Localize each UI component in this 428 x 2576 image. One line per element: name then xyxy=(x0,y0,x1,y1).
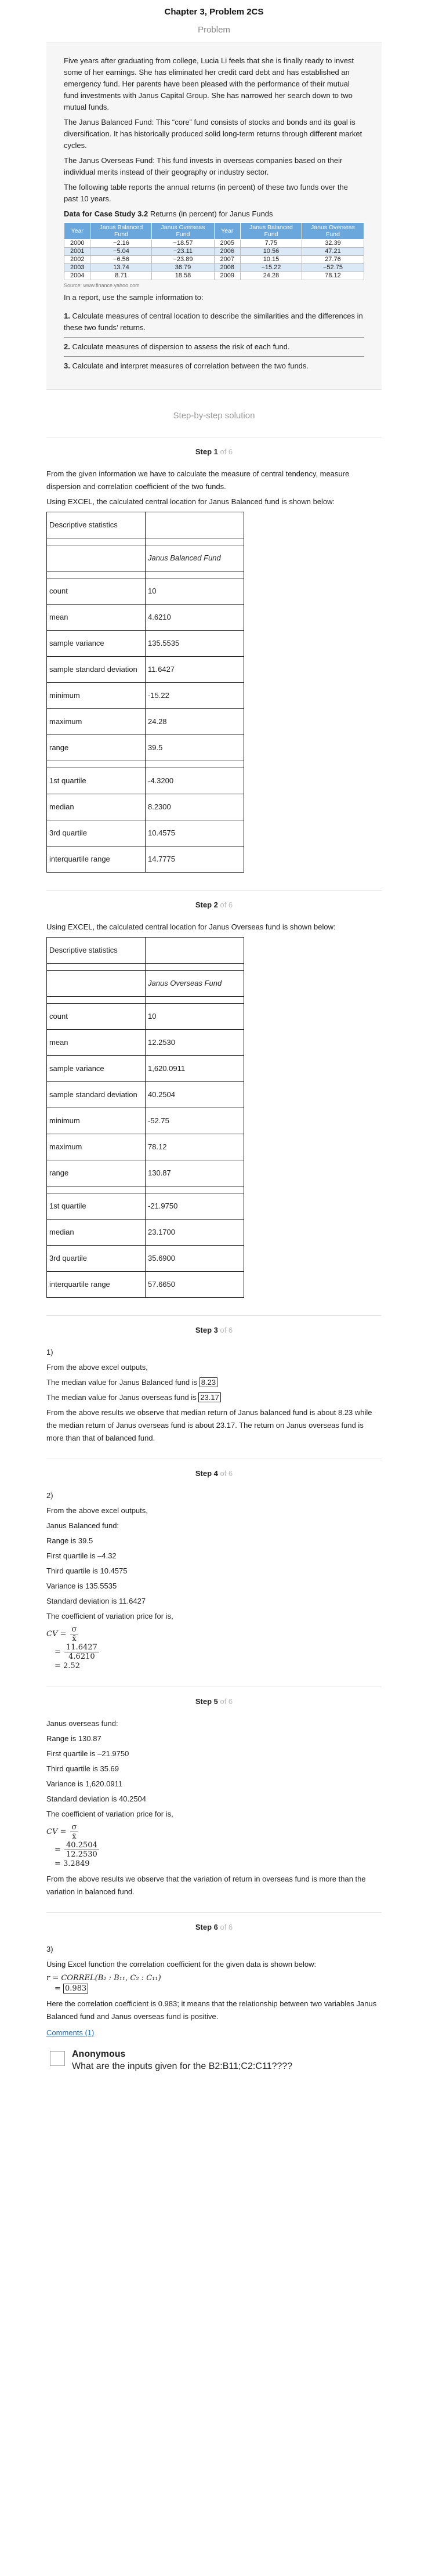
step-text: From the above results we observe that the variation of return in overseas fund is more than the variation in balanced fund. xyxy=(46,1875,366,1896)
step-title xyxy=(46,1695,382,1708)
stat-value: -52.75 xyxy=(146,1108,244,1134)
text-segment: The median value for Janus overseas fund is xyxy=(46,1393,199,1402)
cell: −18.57 xyxy=(152,240,214,248)
comment-text: What are the inputs given for the B2:B11;C2:C11???? xyxy=(72,2061,293,2071)
step-label: Step 2 xyxy=(195,900,218,909)
task-text: Calculate measures of dispersion to assess the risk of each fund. xyxy=(70,342,290,351)
problem-statement xyxy=(46,42,382,390)
cell xyxy=(146,512,244,538)
correl-formula: r = CORREL(B₂ : B₁₁, C₂ : C₁₁) = 0.983 xyxy=(46,1974,161,1993)
step-label: Step 4 xyxy=(195,1469,218,1478)
stat-label: interquartile range xyxy=(47,1272,146,1298)
step-text xyxy=(46,1391,382,1404)
step-text: Here the correlation coefficient is 0.983; it means that the relationship between two variables Janus Balanced fund and Janus overseas fund is positive. xyxy=(46,1999,377,2021)
cell xyxy=(47,997,146,1004)
stat-label: mean xyxy=(47,1030,146,1056)
comment-author: Anonymous xyxy=(72,2049,126,2059)
xbar-symbol: x̄ xyxy=(72,1634,77,1643)
stat-label: sample standard deviation xyxy=(47,1082,146,1108)
stat-value: 1,620.0911 xyxy=(146,1056,244,1082)
cv-denominator: 12.2530 xyxy=(66,1850,97,1859)
page-title: Chapter 3, Problem 2CS xyxy=(164,7,264,17)
stat-value: 130.87 xyxy=(146,1160,244,1186)
step-text xyxy=(46,1376,382,1389)
stat-value: -4.3200 xyxy=(146,768,244,794)
part-number: 2) xyxy=(46,1491,53,1500)
cell xyxy=(47,1186,146,1193)
step-text: Variance is 1,620.0911 xyxy=(46,1779,123,1788)
stat-value: 35.6900 xyxy=(146,1246,244,1272)
task-item xyxy=(64,338,364,357)
cell: 24.28 xyxy=(240,272,302,280)
cell: 2008 xyxy=(214,264,240,272)
cell: −5.04 xyxy=(90,248,152,256)
cell xyxy=(146,938,244,964)
stat-label: count xyxy=(47,1004,146,1030)
cell: −52.75 xyxy=(302,264,364,272)
task-text: Calculate measures of central location to describe the similarities and the differences in these two funds’ returns. xyxy=(64,312,363,332)
step-text: Range is 130.87 xyxy=(46,1734,101,1743)
step-count: of 6 xyxy=(217,900,233,909)
cell xyxy=(47,971,146,997)
cell: 2001 xyxy=(64,248,90,256)
step-title xyxy=(46,1467,382,1480)
cv-symbol: CV xyxy=(46,1828,58,1836)
table-row xyxy=(64,240,364,248)
problem-paragraph: The following table reports the annual returns (in percent) of these two funds over the past 10 years. xyxy=(64,183,348,203)
step-label: Step 1 xyxy=(195,447,218,456)
column-header: Janus Overseas Fund xyxy=(146,971,244,997)
stat-label: count xyxy=(47,578,146,605)
cell: −23.89 xyxy=(152,256,214,264)
stat-label: sample variance xyxy=(47,631,146,657)
step-3 xyxy=(46,1315,382,1459)
col-year: Year xyxy=(214,223,240,240)
boxed-value: 23.17 xyxy=(198,1392,221,1402)
stat-label: sample variance xyxy=(47,1056,146,1082)
cell: 2005 xyxy=(214,240,240,248)
correl-expression: r = CORREL(B₂ : B₁₁, C₂ : C₁₁) xyxy=(46,1974,161,1982)
cell: 10.56 xyxy=(240,248,302,256)
stat-label: interquartile range xyxy=(47,846,146,873)
step-text: The coefficient of variation price for is, xyxy=(46,1810,173,1818)
table-row xyxy=(64,272,364,280)
stat-value: 135.5535 xyxy=(146,631,244,657)
stat-value: 12.2530 xyxy=(146,1030,244,1056)
stat-label: maximum xyxy=(47,709,146,735)
step-text: Standard deviation is 11.6427 xyxy=(46,1597,146,1605)
avatar xyxy=(50,2051,65,2066)
stat-label: 1st quartile xyxy=(47,768,146,794)
col-balanced: Janus Balanced Fund xyxy=(90,223,152,240)
cell: 2006 xyxy=(214,248,240,256)
stat-label: 3rd quartile xyxy=(47,820,146,846)
problem-paragraph: The Janus Balanced Fund: This “core” fund consists of stocks and bonds and its goal is diversification. It has historically produced solid long-term returns through different market cycles. xyxy=(64,118,362,150)
stat-value: 10 xyxy=(146,1004,244,1030)
cell: −23.11 xyxy=(152,248,214,256)
cv-formula: CV = $\frac{\sigma}{x̄}$ = $\frac{40.2504}{12.2530}$ = 3.2849 xyxy=(46,1823,382,1869)
stat-value: 14.7775 xyxy=(146,846,244,873)
case-study-title: Data for Case Study 3.2 xyxy=(64,209,148,218)
stat-label: minimum xyxy=(47,683,146,709)
stat-value: 24.28 xyxy=(146,709,244,735)
cell: 7.75 xyxy=(240,240,302,248)
cv-numerator: 40.2504 xyxy=(64,1841,99,1850)
returns-table xyxy=(64,222,364,280)
task-number: 2. xyxy=(64,342,70,351)
table-row xyxy=(64,256,364,264)
sigma-symbol: σ xyxy=(70,1625,79,1634)
step-text: From the above excel outputs, xyxy=(46,1363,148,1372)
step-2 xyxy=(46,890,382,1315)
task-item xyxy=(64,357,364,375)
cell: 18.58 xyxy=(152,272,214,280)
stat-value: 10.4575 xyxy=(146,820,244,846)
stat-value: -15.22 xyxy=(146,683,244,709)
cell: −6.56 xyxy=(90,256,152,264)
text-segment: The median value for Janus Balanced fund is xyxy=(46,1378,200,1387)
step-text: From the given information we have to calculate the measure of central tendency, measure dispersion and correlation coefficient of the two funds. xyxy=(46,469,350,491)
cell xyxy=(47,571,146,578)
table-source: Source: www.finance.yahoo.com xyxy=(64,283,140,288)
step-title xyxy=(46,446,382,458)
descriptive-stats-table xyxy=(46,937,244,1298)
step-text: The coefficient of variation price for is, xyxy=(46,1612,173,1620)
stat-value: 4.6210 xyxy=(146,605,244,631)
part-number: 3) xyxy=(46,1945,53,1953)
boxed-value: 8.23 xyxy=(200,1377,217,1387)
step-text: Using EXCEL, the calculated central location for Janus Balanced fund is shown below: xyxy=(46,497,335,506)
stat-label: mean xyxy=(47,605,146,631)
cell xyxy=(146,538,244,545)
column-header: Janus Balanced Fund xyxy=(146,545,244,571)
solution-heading: Step-by-step solution xyxy=(173,411,255,421)
step-count: of 6 xyxy=(217,1469,233,1478)
cell xyxy=(47,761,146,768)
cell: 2003 xyxy=(64,264,90,272)
cell: −2.16 xyxy=(90,240,152,248)
step-label: Step 3 xyxy=(195,1326,218,1334)
step-text: Third quartile is 10.4575 xyxy=(46,1566,128,1575)
cell: 2009 xyxy=(214,272,240,280)
step-text: Variance is 135.5535 xyxy=(46,1582,117,1590)
task-number: 1. xyxy=(64,312,70,320)
cv-symbol: CV xyxy=(46,1630,58,1638)
cell: 2004 xyxy=(64,272,90,280)
col-year: Year xyxy=(64,223,90,240)
stat-label: 1st quartile xyxy=(47,1193,146,1220)
cell: 13.74 xyxy=(90,264,152,272)
stat-label: minimum xyxy=(47,1108,146,1134)
xbar-symbol: x̄ xyxy=(72,1832,77,1841)
task-item xyxy=(64,307,364,338)
cell: 2000 xyxy=(64,240,90,248)
table-row xyxy=(64,264,364,272)
step-4 xyxy=(46,1459,382,1687)
step-text: Janus overseas fund: xyxy=(46,1719,118,1728)
cell: 27.76 xyxy=(302,256,364,264)
problem-paragraph: The Janus Overseas Fund: This fund invests in overseas companies based on their individual merits instead of their geography or industry sector. xyxy=(64,156,343,176)
cell xyxy=(146,761,244,768)
cell: 10.15 xyxy=(240,256,302,264)
correl-result: 0.983 xyxy=(63,1984,88,1993)
cell: 36.79 xyxy=(152,264,214,272)
comment-item xyxy=(50,2049,382,2073)
table-title: Descriptive statistics xyxy=(47,512,146,538)
stat-value: 40.2504 xyxy=(146,1082,244,1108)
cell xyxy=(146,571,244,578)
step-title xyxy=(46,899,382,911)
col-balanced: Janus Balanced Fund xyxy=(240,223,302,240)
stat-label: range xyxy=(47,1160,146,1186)
step-text: Third quartile is 35.69 xyxy=(46,1764,119,1773)
step-text: First quartile is –4.32 xyxy=(46,1551,117,1560)
stat-value: 23.1700 xyxy=(146,1220,244,1246)
cell xyxy=(47,545,146,571)
descriptive-stats-table xyxy=(46,512,244,873)
step-label: Step 6 xyxy=(195,1923,218,1931)
comments-link[interactable]: Comments (1) xyxy=(46,2028,95,2037)
cell: 2002 xyxy=(64,256,90,264)
cv-numerator: 11.6427 xyxy=(64,1643,99,1652)
cell xyxy=(47,538,146,545)
cell xyxy=(146,997,244,1004)
cell: −15.22 xyxy=(240,264,302,272)
step-1 xyxy=(46,437,382,890)
part-number: 1) xyxy=(46,1348,53,1356)
step-text: From the above results we observe that median return of Janus balanced fund is about 8.23 while the median return of Janus overseas fund is about 23.17. The return on Janus overseas fund is more than that of balanced fund. xyxy=(46,1408,372,1442)
stat-label: sample standard deviation xyxy=(47,657,146,683)
stat-value: -21.9750 xyxy=(146,1193,244,1220)
step-count: of 6 xyxy=(217,447,233,456)
cell: 47.21 xyxy=(302,248,364,256)
case-study-caption xyxy=(64,208,364,220)
comments-section xyxy=(46,2027,382,2073)
cv-result: 2.52 xyxy=(63,1662,80,1670)
step-title xyxy=(46,1921,382,1934)
cv-denominator: 4.6210 xyxy=(68,1652,95,1661)
stat-value: 39.5 xyxy=(146,735,244,761)
stat-value: 8.2300 xyxy=(146,794,244,820)
stat-label: median xyxy=(47,794,146,820)
task-text: Calculate and interpret measures of correlation between the two funds. xyxy=(70,361,309,370)
cell: 32.39 xyxy=(302,240,364,248)
case-study-subtitle: Returns (in percent) for Janus Funds xyxy=(148,209,273,218)
stat-value: 11.6427 xyxy=(146,657,244,683)
problem-heading: Problem xyxy=(198,25,230,35)
step-text: From the above excel outputs, xyxy=(46,1506,148,1515)
cell xyxy=(146,1186,244,1193)
step-label: Step 5 xyxy=(195,1697,218,1706)
step-text: First quartile is –21.9750 xyxy=(46,1749,129,1758)
cell xyxy=(146,964,244,971)
comment-body xyxy=(72,2049,292,2073)
stat-label: 3rd quartile xyxy=(47,1246,146,1272)
stat-value: 57.6650 xyxy=(146,1272,244,1298)
step-text: Standard deviation is 40.2504 xyxy=(46,1794,147,1803)
cell xyxy=(47,964,146,971)
stat-label: maximum xyxy=(47,1134,146,1160)
stat-value: 10 xyxy=(146,578,244,605)
stat-value: 78.12 xyxy=(146,1134,244,1160)
step-count: of 6 xyxy=(217,1697,233,1706)
step-count: of 6 xyxy=(217,1326,233,1334)
cell: 78.12 xyxy=(302,272,364,280)
task-number: 3. xyxy=(64,361,70,370)
table-title: Descriptive statistics xyxy=(47,938,146,964)
problem-paragraph: Five years after graduating from college, Lucia Li feels that she is finally ready to invest some of her earnings. She has eliminated her credit card debt and has established an emergency fund. Her parents have been pleased with the performance of their mutual fund investments with Janus Capital Group. She has narrowed her search down to two mutual funds. xyxy=(64,56,354,111)
col-overseas: Janus Overseas Fund xyxy=(152,223,214,240)
returns-table-header xyxy=(64,223,364,240)
step-text: Range is 39.5 xyxy=(46,1536,93,1545)
step-text: Using EXCEL, the calculated central location for Janus Overseas fund is shown below: xyxy=(46,922,336,931)
step-5 xyxy=(46,1687,382,1912)
cell: 8.71 xyxy=(90,272,152,280)
sigma-symbol: σ xyxy=(70,1823,79,1832)
cv-formula: CV = $\frac{\sigma}{x̄}$ = $\frac{11.6427}{4.6210}$ = 2.52 xyxy=(46,1625,382,1671)
table-row xyxy=(64,248,364,256)
cell: 2007 xyxy=(214,256,240,264)
step-text: Using Excel function the correlation coefficient for the given data is shown below: xyxy=(46,1960,317,1969)
report-intro: In a report, use the sample information to: xyxy=(64,293,204,302)
cv-result: 3.2849 xyxy=(63,1859,90,1868)
stat-label: range xyxy=(47,735,146,761)
step-text: Janus Balanced fund: xyxy=(46,1521,119,1530)
col-overseas: Janus Overseas Fund xyxy=(302,223,364,240)
stat-label: median xyxy=(47,1220,146,1246)
step-count: of 6 xyxy=(217,1923,233,1931)
step-6 xyxy=(46,1912,382,2085)
step-title xyxy=(46,1324,382,1337)
